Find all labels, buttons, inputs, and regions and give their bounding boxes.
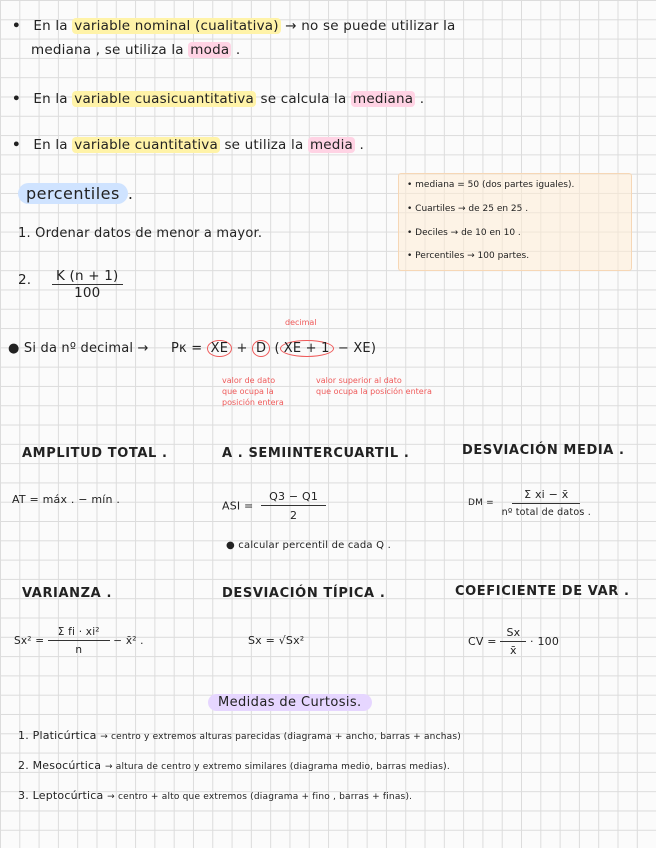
note-calcular-percentil: ● calcular percentil de cada Q .: [226, 540, 391, 551]
formula-amplitud-total: AT = máx . − mín .: [12, 493, 121, 506]
curtosis-item-3: 3. Leptocúrtica → centro + alto que extremos (diagrama + fino , barras + finas).: [18, 789, 413, 802]
curtosis-item-1: 1. Platicúrtica → centro y extremos alturas parecidas (diagrama + ancho, barras + anchas): [18, 729, 461, 742]
formula-denominator: 100: [74, 285, 101, 301]
highlight-moda: moda: [190, 42, 230, 58]
percentile-step-1: 1. Ordenar datos de menor a mayor.: [18, 226, 263, 241]
label-decimal: decimal: [285, 318, 317, 327]
highlight-media: media: [309, 137, 354, 153]
intro-line-1: • En la variable nominal (cualitativa) → no se puede utilizar la: [12, 18, 456, 34]
heading-semiintercuartil: A . SEMIINTERCUARTIL .: [222, 446, 410, 461]
label-valor-dato: valor de dato que ocupa la posición entera: [222, 376, 284, 407]
percentile-step-2-number: 2.: [18, 272, 32, 288]
box-item: • Cuartiles → de 25 en 25 .: [407, 204, 529, 214]
percentiles-title: percentiles .: [18, 184, 133, 203]
heading-amplitud-total: AMPLITUD TOTAL .: [22, 446, 168, 461]
formula-semiintercuartil: ASI = $\frac{Q3 - Q1}{2}$: [222, 490, 326, 522]
label-valor-superior: valor superior al dato que ocupa la posición entera: [316, 376, 432, 396]
highlight-variable-cuantitativa: variable cuantitativa: [74, 137, 218, 153]
formula-desviacion-tipica: Sx = √Sx²: [248, 634, 305, 647]
formula-desviacion-media: DM = $\frac{\text{Σ xi − x̄}}{\text{nº total de datos .}}$: [468, 488, 591, 518]
formula-numerator: K (n + 1): [52, 268, 123, 285]
highlight-variable-nominal: variable nominal (cualitativa): [74, 18, 279, 34]
box-item: • Deciles → de 10 en 10 .: [407, 228, 521, 238]
formula-coeficiente-var: CV = $\frac{Sx}{x̄}$ · 100: [468, 626, 560, 657]
highlight-variable-cuasicuantitativa: variable cuasicuantitativa: [74, 91, 254, 107]
decimal-formula-line: ● Si da nº decimal → Pκ = XE + D ( XE + 1 − XE): [8, 341, 377, 356]
intro-line-1b: mediana , se utiliza la moda .: [31, 42, 241, 58]
intro-line-3: • En la variable cuantitativa se utiliza la media .: [12, 137, 365, 153]
percentile-summary-box: [398, 173, 632, 271]
box-item: • Percentiles → 100 partes.: [407, 251, 530, 261]
heading-varianza: VARIANZA .: [22, 586, 112, 601]
heading-desviacion-tipica: DESVIACIÓN TÍPICA .: [222, 586, 386, 601]
formula-varianza: Sx² = $\frac{\text{Σ fi · xi²}}{n}$ − x̄² .: [14, 626, 144, 656]
heading-coeficiente-var: COEFICIENTE DE VAR .: [455, 584, 630, 599]
intro-line-2: • En la variable cuasicuantitativa se calcula la mediana .: [12, 91, 425, 107]
curtosis-title: Medidas de Curtosis.: [208, 695, 372, 710]
circled-d: D: [252, 340, 270, 357]
curtosis-item-2: 2. Mesocúrtica → altura de centro y extremo similares (diagrama medio, barras medias).: [18, 759, 450, 772]
circled-xe: XE: [207, 340, 233, 357]
highlight-mediana: mediana: [352, 91, 414, 107]
percentile-step-2-formula: [52, 268, 123, 301]
box-item: • mediana = 50 (dos partes iguales).: [407, 180, 575, 190]
circled-xe-plus-1: XE + 1: [280, 340, 334, 357]
heading-desviacion-media: DESVIACIÓN MEDIA .: [462, 443, 625, 458]
